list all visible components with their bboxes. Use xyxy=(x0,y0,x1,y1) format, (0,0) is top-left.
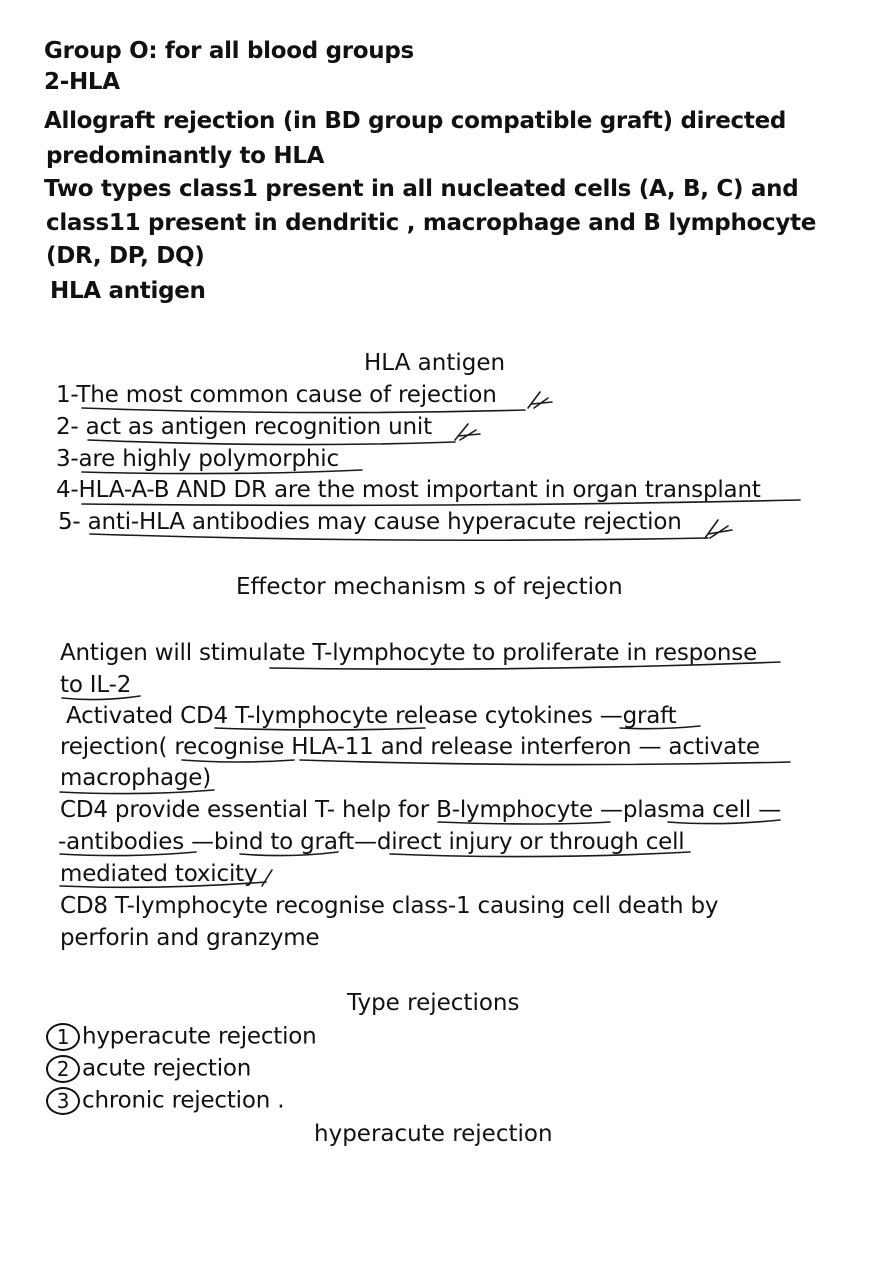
effector-line-6: CD4 provide essential T- help for B-lymphocyte —plasma cell — xyxy=(60,797,781,823)
intro-line-7: (DR, DP, DQ) xyxy=(46,243,205,269)
hla-item-4: 4-HLA-A-B AND DR are the most important in organ transplant xyxy=(56,477,761,503)
effector-line-7: -antibodies —bind to graft—direct injury or through cell xyxy=(58,829,685,855)
intro-line-3: Allograft rejection (in BD group compatible graft) directed xyxy=(44,108,787,134)
effector-section-title: Effector mechanism s of rejection xyxy=(236,574,623,600)
type-item-2 xyxy=(46,1055,251,1083)
type-item-1 xyxy=(46,1023,317,1051)
types-section-title: Type rejections xyxy=(347,990,520,1016)
intro-line-6: class11 present in dendritic , macrophage and B lymphocyte xyxy=(46,210,817,236)
intro-line-2: 2-HLA xyxy=(44,69,120,95)
check-mark-2 xyxy=(455,424,480,440)
intro-line-4: predominantly to HLA xyxy=(46,143,325,169)
effector-line-10: perforin and granzyme xyxy=(60,925,320,951)
effector-line-3: Activated CD4 T-lymphocyte release cytokines —graft xyxy=(66,703,677,729)
intro-line-1: Group O: for all blood groups xyxy=(44,38,414,64)
check-mark-1 xyxy=(528,392,552,408)
hla-item-5: 5- anti-HLA antibodies may cause hyperacute rejection xyxy=(58,509,682,535)
underline-hla-1 xyxy=(82,408,525,413)
circled-number-1: 1 xyxy=(46,1023,80,1051)
type-item-1-label: hyperacute rejection xyxy=(82,1023,317,1050)
hla-item-1: 1-The most common cause of rejection xyxy=(56,382,497,408)
effector-line-2: to IL-2 xyxy=(60,672,132,698)
check-mark-3 xyxy=(705,520,732,538)
hla-item-3: 3-are highly polymorphic xyxy=(56,446,339,472)
hla-item-2: 2- act as antigen recognition unit xyxy=(56,414,432,440)
circled-number-2: 2 xyxy=(46,1055,80,1083)
underline-eff-4 xyxy=(182,760,790,765)
type-item-2-label: acute rejection xyxy=(82,1055,252,1082)
effector-line-4: rejection( recognise HLA-11 and release interferon — activate xyxy=(60,734,760,760)
underline-hla-2 xyxy=(88,440,455,445)
effector-line-1: Antigen will stimulate T-lymphocyte to proliferate in response xyxy=(60,640,758,666)
effector-line-8: mediated toxicity xyxy=(60,861,258,887)
circled-number-3: 3 xyxy=(46,1087,80,1115)
effector-line-5: macrophage) xyxy=(60,765,211,791)
intro-line-8: HLA antigen xyxy=(50,278,206,304)
effector-line-9: CD8 T-lymphocyte recognise class-1 causing cell death by xyxy=(60,893,719,919)
intro-line-5: Two types class1 present in all nucleated cells (A, B, C) and xyxy=(44,176,799,202)
type-item-3 xyxy=(46,1087,284,1115)
hla-section-title: HLA antigen xyxy=(364,350,506,376)
check-mark-4 xyxy=(262,870,272,886)
type-item-3-label: chronic rejection . xyxy=(82,1087,285,1114)
next-section-heading: hyperacute rejection xyxy=(314,1121,553,1147)
